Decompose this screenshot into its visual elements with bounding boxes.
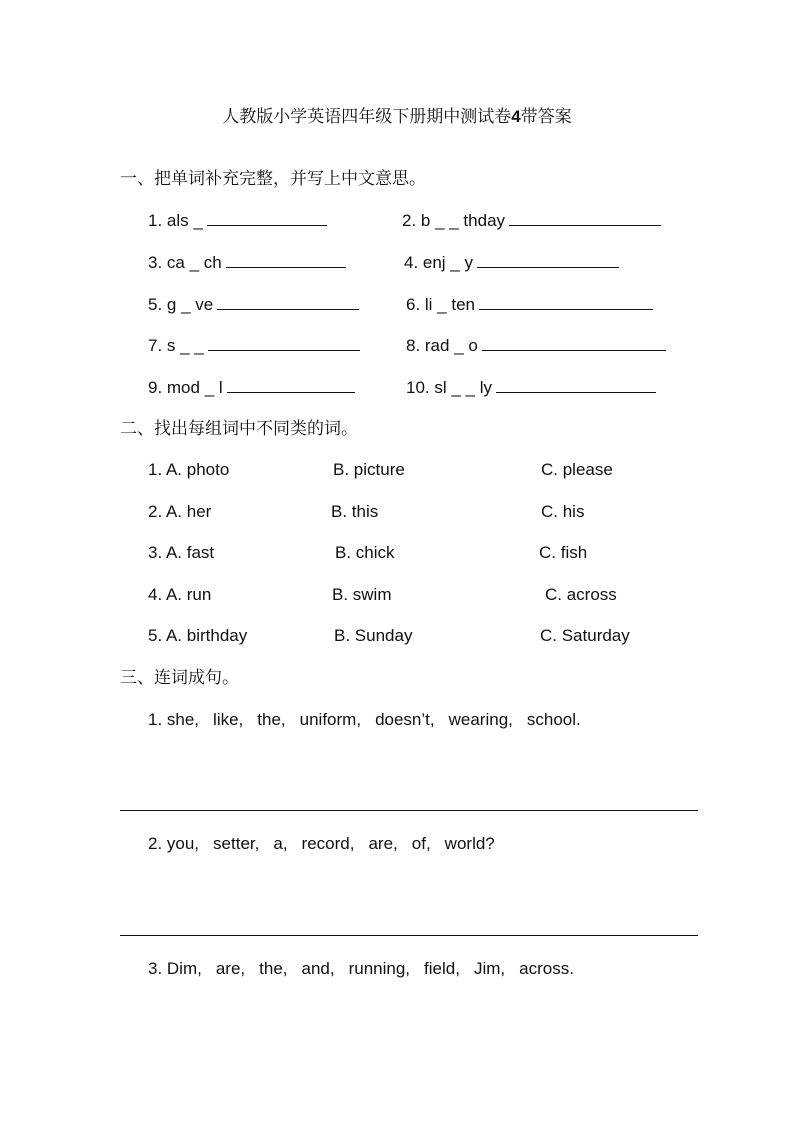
choice-option-c: C. fish (539, 543, 588, 562)
word-item (406, 295, 653, 313)
word-item (406, 378, 656, 396)
sentence-word: of, (411, 834, 431, 853)
word-item-text: 6. li _ ten (406, 295, 475, 314)
sentence-word: are, (368, 834, 398, 853)
answer-blank[interactable] (217, 295, 359, 310)
choice-option-b: B. picture (333, 460, 405, 479)
sentence-word: the, (257, 710, 286, 729)
answer-blank[interactable] (479, 295, 653, 310)
choice-option-c: C. Saturday (540, 626, 630, 645)
word-item-text: 4. enj _ y (404, 253, 473, 272)
sentence-word: wearing, (448, 710, 513, 729)
answer-blank[interactable] (477, 253, 619, 268)
sentence-word: are, (215, 959, 246, 978)
sentence-word: Jim, (473, 959, 506, 978)
choice-option-a: 4. A. run (148, 585, 212, 604)
sentence-word: setter, (213, 834, 260, 853)
choice-option-c: C. his (541, 502, 585, 521)
choice-option-b: B. swim (332, 585, 392, 604)
choice-option-b: B. chick (335, 543, 395, 562)
answer-line[interactable] (120, 810, 698, 811)
word-item (404, 253, 619, 271)
word-item (148, 211, 327, 229)
word-item (148, 336, 360, 354)
scrambled-sentence (148, 835, 509, 852)
page-title (0, 108, 794, 125)
word-item (406, 336, 666, 354)
title-number: 4 (511, 107, 521, 126)
choice-option-a: 3. A. fast (148, 543, 215, 562)
sentence-word: uniform, (299, 710, 362, 729)
choice-option-a: 1. A. photo (148, 460, 230, 479)
choice-option-a: 2. A. her (148, 502, 212, 521)
answer-blank[interactable] (227, 378, 355, 393)
sentence-word: 3. Dim, (148, 959, 202, 978)
answer-line[interactable] (120, 935, 698, 936)
sentence-word: record, (301, 834, 355, 853)
section1-heading: 一、把单词补充完整，并写上中文意思。 (120, 169, 426, 188)
sentence-word: the, (259, 959, 288, 978)
word-item-text: 9. mod _ l (148, 378, 223, 397)
section3-heading: 三、连词成句。 (120, 668, 239, 687)
word-item-text: 10. sl _ _ ly (406, 378, 492, 397)
sentence-word: field, (424, 959, 460, 978)
sentence-word: running, (348, 959, 411, 978)
sentence-word: school. (526, 710, 581, 729)
scrambled-sentence (148, 711, 595, 728)
sentence-word: doesn’t, (375, 710, 435, 729)
sentence-word: like, (213, 710, 244, 729)
word-item (402, 211, 661, 229)
choice-option-a: 5. A. birthday (148, 626, 248, 645)
word-item-text: 3. ca _ ch (148, 253, 222, 272)
word-item (148, 295, 359, 313)
answer-blank[interactable] (496, 378, 656, 393)
answer-blank[interactable] (509, 211, 661, 226)
word-item (148, 378, 355, 396)
word-item-text: 2. b _ _ thday (402, 211, 506, 230)
word-item-text: 5. g _ ve (148, 295, 214, 314)
section2-heading: 二、找出每组词中不同类的词。 (120, 419, 358, 438)
choice-option-b: B. Sunday (334, 626, 413, 645)
answer-blank[interactable] (226, 253, 346, 268)
sentence-word: 2. you, (148, 834, 200, 853)
sentence-word: a, (273, 834, 288, 853)
sentence-word: across. (519, 959, 574, 978)
word-item (148, 253, 346, 271)
sentence-word: 1. she, (148, 710, 200, 729)
scrambled-sentence (148, 960, 588, 977)
sentence-word: and, (301, 959, 335, 978)
answer-blank[interactable] (482, 336, 666, 351)
word-item-text: 8. rad _ o (406, 336, 478, 355)
choice-option-c: C. across (545, 585, 617, 604)
answer-blank[interactable] (208, 336, 360, 351)
sentence-word: world? (444, 834, 495, 853)
title-prefix: 人教版小学英语四年级下册期中测试卷 (222, 107, 512, 126)
answer-blank[interactable] (207, 211, 327, 226)
choice-option-b: B. this (331, 502, 379, 521)
word-item-text: 1. als _ (148, 211, 203, 230)
title-suffix: 带答案 (520, 107, 572, 126)
choice-option-c: C. please (541, 460, 613, 479)
word-item-text: 7. s _ _ (148, 336, 204, 355)
